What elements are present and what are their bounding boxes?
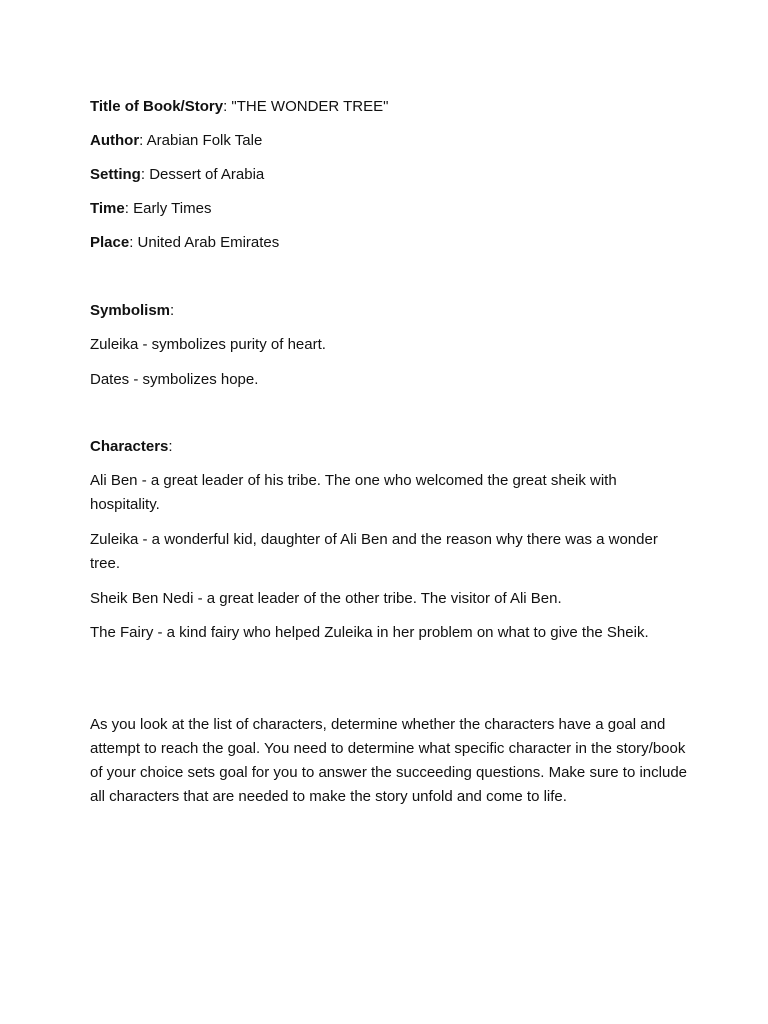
- instructions-paragraph: As you look at the list of characters, determine whether the characters have a goal and attempt to reach the goal. You need to determine what specific character in the story/book of your choice sets goal for you to answer the succeeding questions. Make sure to include all characters that are needed to make the story unfold and come to life.: [90, 716, 688, 805]
- time-label: Time: [90, 200, 125, 217]
- setting-label: Setting: [90, 166, 141, 183]
- setting-line: [90, 163, 264, 187]
- character-item: Sheik Ben Nedi - a great leader of the other tribe. The visitor of Ali Ben.: [90, 590, 562, 607]
- author-line: [90, 129, 262, 153]
- symbolism-heading-text: Symbolism: [90, 302, 171, 319]
- title-separator: :: [223, 98, 232, 115]
- character-item: Ali Ben - a great leader of his tribe. The one who welcomed the great sheik with hospitality.: [90, 472, 617, 513]
- time-value: Early Times: [133, 200, 212, 217]
- character-item: The Fairy - a kind fairy who helped Zuleika in her problem on what to give the Sheik.: [90, 624, 649, 641]
- setting-separator: :: [140, 166, 150, 183]
- characters-heading-colon: :: [168, 438, 173, 455]
- symbolism-heading: [90, 299, 174, 323]
- author-separator: :: [139, 132, 147, 149]
- title-line: [90, 95, 388, 119]
- author-label: Author: [90, 132, 140, 149]
- characters-heading: [90, 435, 173, 459]
- character-item: Zuleika - a wonderful kid, daughter of Ali Ben and the reason why there was a wonder tree.: [90, 531, 658, 572]
- symbolism-item: Dates - symbolizes hope.: [90, 371, 259, 388]
- title-value: "THE WONDER TREE": [231, 98, 389, 115]
- place-separator: :: [129, 234, 138, 251]
- time-line: [90, 197, 211, 221]
- place-line: [90, 231, 279, 255]
- place-label: Place: [90, 234, 130, 251]
- time-separator: :: [124, 200, 134, 217]
- setting-value: Dessert of Arabia: [149, 166, 265, 183]
- title-label: Title of Book/Story: [90, 98, 224, 115]
- characters-heading-text: Characters: [90, 438, 169, 455]
- place-value: United Arab Emirates: [137, 234, 280, 251]
- symbolism-item: Zuleika - symbolizes purity of heart.: [90, 336, 326, 353]
- symbolism-heading-colon: :: [170, 302, 175, 319]
- author-value: Arabian Folk Tale: [146, 132, 263, 149]
